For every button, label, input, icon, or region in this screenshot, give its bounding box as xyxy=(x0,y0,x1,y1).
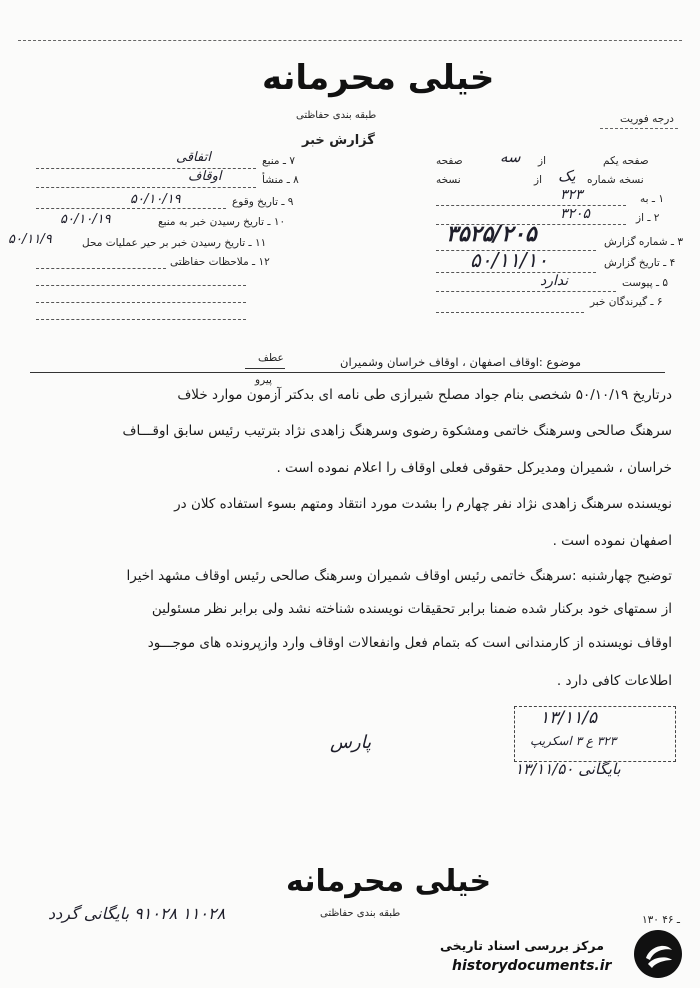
signature: پارس xyxy=(330,732,372,753)
subject-line: موضوع :اوقاف اصفهان ، اوقاف خراسان وشمیران xyxy=(340,355,582,369)
field-label-from: ۲ ـ از xyxy=(636,212,660,224)
field-value-from: ۳۲۰۵ xyxy=(560,206,591,222)
field-label-copy: نسخه شماره xyxy=(587,174,644,186)
stamp-line-2: ۳۲۳ ع ۳ اسکریپ xyxy=(530,734,617,748)
page-code: ۱۳۰ ـ ۴۶ xyxy=(642,914,680,926)
field-value-source: اتفاقی xyxy=(176,150,211,165)
field-value-to: ۳۲۳ xyxy=(560,187,583,203)
field-label-attachment: ۵ ـ پیوست xyxy=(622,277,669,289)
reference-peyro: پیرو xyxy=(255,374,272,386)
field-value-page: سه xyxy=(500,148,521,166)
field-value-event-date: ۵۰/۱۰/۱۹ xyxy=(130,192,181,207)
field-value-news-to-source: ۵۰/۱۰/۱۹ xyxy=(60,212,111,227)
dotline-attachment xyxy=(436,291,616,292)
dotline-source xyxy=(36,168,256,169)
priority-label: درجه فوریت xyxy=(620,113,674,125)
field-label-report-date: ۴ ـ تاریخ گزارش xyxy=(604,257,676,269)
dotline-extra-1 xyxy=(36,285,246,286)
top-dashed-rule xyxy=(18,40,682,41)
field-end-copy: نسخه xyxy=(436,174,461,186)
dotline-origin xyxy=(36,187,256,188)
footer-classification: خیلی محرمانه xyxy=(286,864,492,899)
field-label-event-date: ۹ ـ تاریخ وقوع xyxy=(232,196,294,208)
site-name: مرکز بررسی اسناد تاریخی xyxy=(440,938,604,953)
field-label-news-to-ops: ۱۱ ـ تاریخ رسیدن خبر بر حیر عملیات محل xyxy=(82,237,267,249)
body-line-4: نویسنده سرهنگ زاهدی نژاد نفر چهارم را بشدت مورد انتقاد ومتهم بسوء استفاده کلان در xyxy=(174,496,672,512)
field-label-origin: ۸ ـ منشأ xyxy=(262,174,299,186)
body-line-7: از سمتهای خود برکنار شده ضمنا برابر تحقیقات نویسنده شناخته نشد ولی برابر نظر مسئولین xyxy=(151,601,672,617)
dotline-security-notes xyxy=(36,268,166,269)
classification-subtitle: طبقه بندی حفاظتی xyxy=(296,110,377,121)
site-logo-icon xyxy=(632,928,684,980)
body-line-6: توضیح چهارشنبه :سرهنگ خاتمی رئیس اوقاف شمیران وسرهنگ صالحی رئیس اوقاف مشهد اخیرا xyxy=(126,568,672,584)
body-line-1: درتاریخ ۵۰/۱۰/۱۹ شخصی بنام جواد مصلح شیرازی طی نامه ای بدکتر آزمون موارد خلاف xyxy=(177,387,672,403)
stamp-line-1: ۱۳/۱۱/۵ xyxy=(540,708,598,728)
dotline-extra-2 xyxy=(36,302,246,303)
field-label-recipients: ۶ ـ گیرندگان خبر xyxy=(590,296,663,308)
field-label-source: ۷ ـ منبع xyxy=(262,155,295,167)
field-mid-copy: از xyxy=(534,174,542,186)
field-value-news-to-ops: ۵۰/۱۱/۹ xyxy=(8,232,52,247)
site-url: historydocuments.ir xyxy=(452,958,612,974)
dotline-report-date xyxy=(436,272,596,273)
dotline-to xyxy=(436,205,626,206)
body-line-9: اطلاعات کافی دارد . xyxy=(556,673,672,689)
dotline-event-date xyxy=(36,208,226,209)
field-label-to: ۱ ـ به xyxy=(640,193,664,205)
subject-underline xyxy=(30,372,665,373)
body-line-2: سرهنگ صالحی وسرهنگ خاتمی ومشکوة رضوی وسرهنگ زاهدی نژاد بترتیب رئیس سابق اوقـــاف xyxy=(122,423,672,439)
field-value-report-date: ۵۰/۱۱/۱۰ xyxy=(470,248,548,272)
priority-dotline xyxy=(600,128,678,129)
reference-rule xyxy=(245,368,285,369)
body-line-3: خراسان ، شمیران ومدیرکل حقوقی فعلی اوقاف را اعلام نموده است . xyxy=(276,460,672,476)
report-title: گزارش خبر xyxy=(302,133,375,148)
field-value-copy: یک xyxy=(558,167,576,185)
footer-classification-subtitle: طبقه بندی حفاظتی xyxy=(320,908,401,919)
body-line-8: اوقاف نویسنده از کارمندانی است که بتمام فعل وانفعالات اوقاف وارد وازپرونده های موجـــود xyxy=(147,635,672,651)
body-line-5: اصفهان نموده است . xyxy=(552,533,672,549)
field-label-security-notes: ۱۲ ـ ملاحظات حفاظتی xyxy=(170,256,270,268)
field-mid-page: از xyxy=(538,155,546,167)
field-value-report-no: ۳۵۲۵/۲۰۵ xyxy=(446,222,537,247)
field-value-origin: اوقاف xyxy=(188,169,222,184)
field-label-page: صفحه یکم xyxy=(603,155,649,167)
bottom-handwritten-note: ۱۱۰۲۸ ۹۱۰۲۸ بایگانی گردد xyxy=(48,904,226,923)
reference-atf: عطف xyxy=(258,352,284,364)
field-label-report-no: ۳ ـ شماره گزارش xyxy=(604,236,683,248)
field-end-page: صفحه xyxy=(436,155,463,167)
dotline-extra-3 xyxy=(36,319,246,320)
field-label-news-to-source: ۱۰ ـ تاریخ رسیدن خبر به منبع xyxy=(158,216,286,228)
dotline-recipients xyxy=(436,312,584,313)
field-value-attachment: ندارد xyxy=(540,273,569,289)
classification-heading: خیلی محرمانه xyxy=(262,58,495,98)
stamp-line-3: بایگانی ۱۳/۱۱/۵۰ xyxy=(515,760,621,778)
